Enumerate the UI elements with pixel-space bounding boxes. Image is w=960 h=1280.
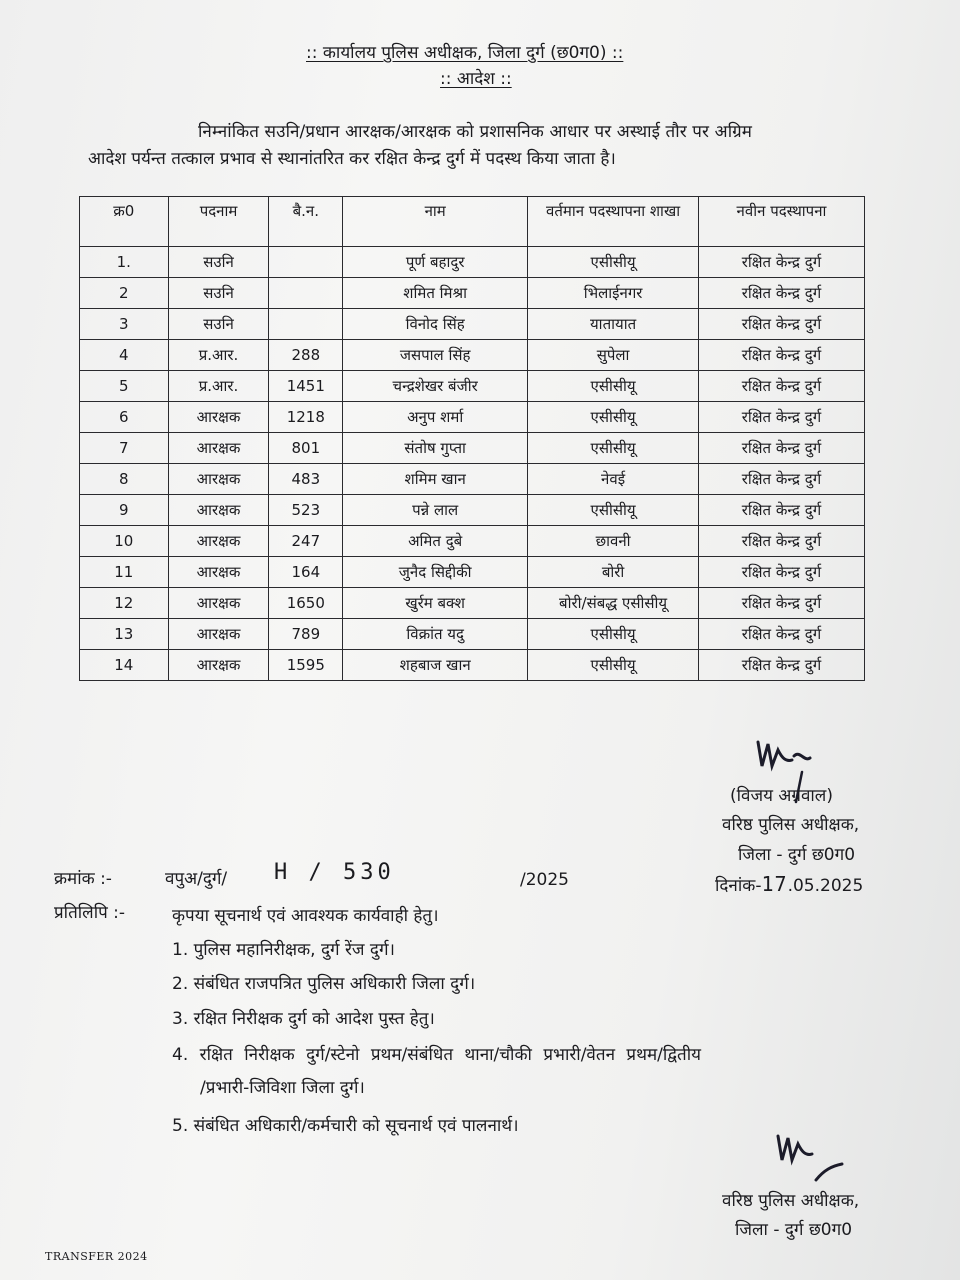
cell-designation: आरक्षक [168,495,269,526]
cell-name: विक्रांत यदु [343,619,528,650]
cell-serial: 5 [80,371,169,402]
officer-district-2: जिला - दुर्ग छ0ग0 [735,1220,853,1240]
cell-new-posting: रक्षित केन्द्र दुर्ग [698,309,864,340]
cell-badge-number: 1218 [269,402,343,433]
cell-badge-number: 801 [269,433,343,464]
officer-name: (विजय अग्रवाल) [730,786,833,806]
cell-serial: 3 [80,309,169,340]
cell-name: पन्ने लाल [343,495,528,526]
cell-badge-number [269,278,343,309]
table-row [80,402,865,433]
cell-new-posting: रक्षित केन्द्र दुर्ग [698,619,864,650]
cell-designation: आरक्षक [168,464,269,495]
memo-number-year: /2025 [520,870,569,890]
table-row [80,247,865,278]
officer-designation-1: वरिष्ठ पुलिस अधीक्षक, [722,815,860,835]
cell-current-posting: भिलाईनगर [528,278,699,309]
memo-number-handwritten: H / 530 [274,860,395,885]
cell-new-posting: रक्षित केन्द्र दुर्ग [698,433,864,464]
cell-designation: प्र.आर. [168,340,269,371]
cell-new-posting: रक्षित केन्द्र दुर्ग [698,495,864,526]
intro-line-2: आदेश पर्यन्त तत्काल प्रभाव से स्थानांतरित कर रक्षित केन्द्र दुर्ग में पदस्थ किया जाता है। [88,149,616,169]
date-label: दिनांक- [715,876,762,896]
table-body [80,247,865,681]
cell-serial: 14 [80,650,169,681]
cell-new-posting: रक्षित केन्द्र दुर्ग [698,650,864,681]
cell-designation: आरक्षक [168,557,269,588]
intro-line-1: निम्नांकित सउनि/प्रधान आरक्षक/आरक्षक को प्रशासनिक आधार पर अस्थाई तौर पर अग्रिम [198,122,753,142]
cell-designation: आरक्षक [168,402,269,433]
cell-serial: 6 [80,402,169,433]
header-badge-number: बै.न. [269,197,343,247]
cell-name: जुनैद सिद्दीकी [343,557,528,588]
cell-current-posting: बोरी [528,557,699,588]
memo-number-prefix: वपुअ/दुर्ग/ [165,869,228,889]
cell-current-posting: छावनी [528,526,699,557]
cell-new-posting: रक्षित केन्द्र दुर्ग [698,526,864,557]
copy-item-2: 2. संबंधित राजपत्रित पुलिस अधिकारी जिला दुर्ग। [172,974,476,994]
cell-new-posting: रक्षित केन्द्र दुर्ग [698,464,864,495]
table-row [80,309,865,340]
cell-current-posting: एसीसीयू [528,495,699,526]
cell-serial: 12 [80,588,169,619]
cell-name: संतोष गुप्ता [343,433,528,464]
cell-new-posting: रक्षित केन्द्र दुर्ग [698,371,864,402]
cell-serial: 13 [80,619,169,650]
order-heading: :: आदेश :: [440,69,512,89]
date-rest: .05.2025 [787,876,864,896]
footer-tag: TRANSFER 2024 [45,1250,148,1263]
table-row [80,464,865,495]
cell-name: शमिम खान [343,464,528,495]
cell-designation: सउनि [168,278,269,309]
copy-item-4: 4. रक्षित निरीक्षक दुर्ग/स्टेनो प्रथम/संबंधित थाना/चौकी प्रभारी/वेतन प्रथम/द्वितीय [172,1045,701,1065]
copy-item-5: 5. संबंधित अधिकारी/कर्मचारी को सूचनार्थ एवं पालनार्थ। [172,1116,519,1136]
cell-current-posting: एसीसीयू [528,402,699,433]
cell-badge-number: 1650 [269,588,343,619]
cell-name: विनोद सिंह [343,309,528,340]
cell-current-posting: एसीसीयू [528,371,699,402]
cell-serial: 10 [80,526,169,557]
cell-serial: 11 [80,557,169,588]
header-current-posting: वर्तमान पदस्थापना शाखा [528,197,699,247]
cell-badge-number: 483 [269,464,343,495]
copy-label: प्रतिलिपि :- [54,903,126,923]
cell-badge-number: 1595 [269,650,343,681]
table-row [80,650,865,681]
cell-new-posting: रक्षित केन्द्र दुर्ग [698,278,864,309]
table-row [80,371,865,402]
cell-name: शमित मिश्रा [343,278,528,309]
cell-name: चन्द्रशेखर बंजीर [343,371,528,402]
cell-badge-number: 789 [269,619,343,650]
cell-serial: 7 [80,433,169,464]
cell-new-posting: रक्षित केन्द्र दुर्ग [698,402,864,433]
header-new-posting: नवीन पदस्थापना [698,197,864,247]
header-name: नाम [343,197,528,247]
cell-name: अमित दुबे [343,526,528,557]
date-day-handwritten: 17 [761,872,788,896]
cell-current-posting: एसीसीयू [528,247,699,278]
cell-current-posting: बोरी/संबद्ध एसीसीयू [528,588,699,619]
cell-designation: आरक्षक [168,526,269,557]
cell-name: जसपाल सिंह [343,340,528,371]
cell-new-posting: रक्षित केन्द्र दुर्ग [698,557,864,588]
officer-designation-2: वरिष्ठ पुलिस अधीक्षक, [722,1191,860,1211]
cell-current-posting: एसीसीयू [528,650,699,681]
cell-badge-number [269,309,343,340]
copy-intro: कृपया सूचनार्थ एवं आवश्यक कार्यवाही हेतु। [172,906,439,926]
copy-item-3: 3. रक्षित निरीक्षक दुर्ग को आदेश पुस्त हेतु। [172,1009,435,1029]
cell-serial: 2 [80,278,169,309]
cell-name: खुर्रम बक्श [343,588,528,619]
copy-item-4-continued: /प्रभारी-जिविशा जिला दुर्ग। [200,1078,365,1098]
table-row [80,278,865,309]
cell-new-posting: रक्षित केन्द्र दुर्ग [698,588,864,619]
cell-badge-number: 1451 [269,371,343,402]
office-heading: :: कार्यालय पुलिस अधीक्षक, जिला दुर्ग (छ0ग0) :: [306,43,624,63]
cell-serial: 4 [80,340,169,371]
header-designation: पदनाम [168,197,269,247]
cell-name: पूर्ण बहादुर [343,247,528,278]
cell-designation: सउनि [168,247,269,278]
cell-current-posting: एसीसीयू [528,433,699,464]
cell-serial: 1. [80,247,169,278]
cell-current-posting: सुपेला [528,340,699,371]
cell-serial: 9 [80,495,169,526]
cell-designation: सउनि [168,309,269,340]
cell-serial: 8 [80,464,169,495]
table-row [80,340,865,371]
officer-district-1: जिला - दुर्ग छ0ग0 [738,845,856,865]
table-row [80,588,865,619]
cell-badge-number [269,247,343,278]
cell-designation: आरक्षक [168,433,269,464]
table-row [80,495,865,526]
cell-badge-number: 164 [269,557,343,588]
transfer-table [79,196,865,681]
table-header-row [80,197,865,247]
table-row [80,526,865,557]
cell-designation: आरक्षक [168,619,269,650]
memo-number-label: क्रमांक :- [54,869,112,889]
cell-name: शहबाज खान [343,650,528,681]
cell-badge-number: 288 [269,340,343,371]
copy-item-1: 1. पुलिस महानिरीक्षक, दुर्ग रेंज दुर्ग। [172,940,395,960]
table-row [80,433,865,464]
cell-current-posting: यातायात [528,309,699,340]
table-row [80,557,865,588]
table-row [80,619,865,650]
cell-new-posting: रक्षित केन्द्र दुर्ग [698,247,864,278]
cell-name: अनुप शर्मा [343,402,528,433]
cell-badge-number: 247 [269,526,343,557]
order-date [715,872,863,896]
signature-mark-2 [772,1130,852,1190]
cell-current-posting: एसीसीयू [528,619,699,650]
cell-designation: प्र.आर. [168,371,269,402]
cell-designation: आरक्षक [168,588,269,619]
cell-badge-number: 523 [269,495,343,526]
cell-new-posting: रक्षित केन्द्र दुर्ग [698,340,864,371]
cell-designation: आरक्षक [168,650,269,681]
cell-current-posting: नेवई [528,464,699,495]
header-serial: क्र0 [80,197,169,247]
